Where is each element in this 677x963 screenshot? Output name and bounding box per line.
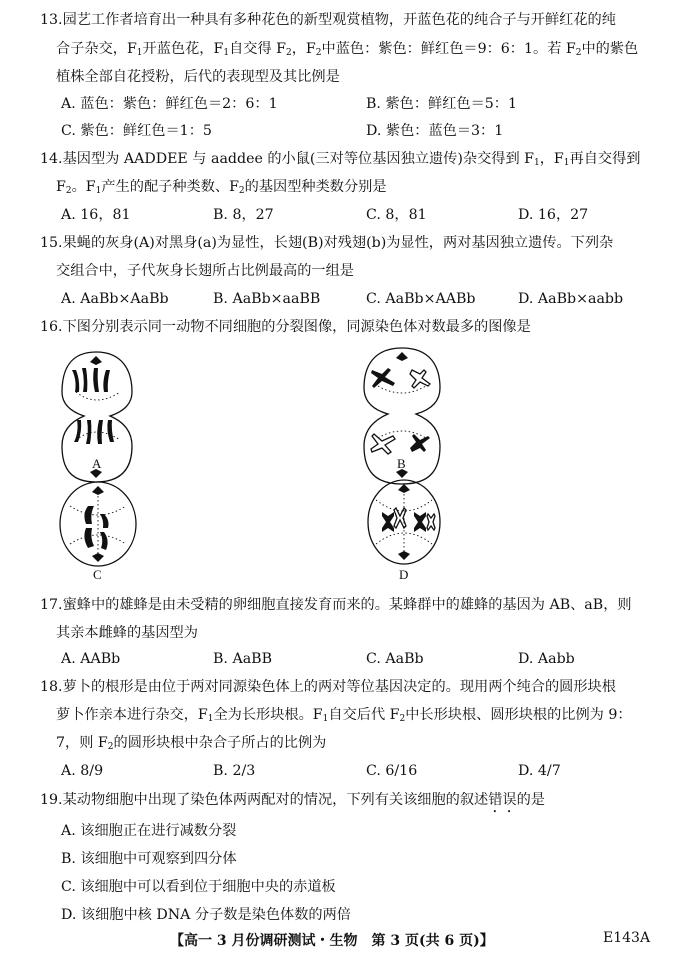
q17-stem-line-2: 其亲本雌蜂的基因型为 [56, 625, 198, 641]
q17-option-a[interactable]: A. AABb [61, 651, 121, 667]
q15-stem-line-1: 15.果蝇的灰身(A)对黑身(a)为显性，长翅(B)对残翅(b)为显性，两对基因独立遗传。下列杂 [40, 235, 614, 251]
q18-option-a[interactable]: A. 8/9 [61, 763, 104, 779]
q19-option-d[interactable]: D. 该细胞中核 DNA 分子数是染色体数的两倍 [61, 907, 351, 923]
q13-stem-line-2: 合子杂交，$F_1$开蓝色花，$F_1$自交得 $F_2$，$F_2$中蓝色：紫色：鲜红色＝9：6：1。若 $F_2$中的紫色 [56, 41, 639, 58]
q17-stem-line-1: 17.蜜蜂中的雄蜂是由未受精的卵细胞直接发育而来的。某蜂群中的雄蜂的基因为 AB、aB，则 [40, 597, 632, 613]
q18-option-c[interactable]: C. 6/16 [366, 763, 418, 779]
q14-stem-line-1: 14.基因型为 AADDEE 与 aaddee 的小鼠(三对等位基因独立遗传)杂交得到 $F_1$，$F_1$再自交得到 [40, 151, 641, 168]
q18-stem-line-1: 18.萝卜的根形是由位于两对同源染色体上的两对等位基因决定的。现用两个纯合的圆形块根 [40, 679, 616, 695]
figure-c-cell[interactable] [60, 482, 136, 566]
figure-b-label: B [397, 456, 406, 471]
paper-code: E143A [603, 930, 651, 946]
q15-option-a[interactable]: A. AaBb×AaBb [61, 291, 169, 307]
q19-emphasis-word: 错误 [488, 792, 517, 808]
q15-option-b[interactable]: B. AaBb×aaBB [213, 291, 321, 307]
q14-option-d[interactable]: D. 16，27 [518, 207, 589, 223]
figure-c-label: C [93, 567, 102, 582]
q18-option-d[interactable]: D. 4/7 [518, 763, 561, 779]
q18-stem-line-2: 萝卜作亲本进行杂交，$F_1$全为长形块根。$F_1$自交后代 $F_2$中长形块根、圆形块根的比例为 9： [56, 707, 632, 724]
figure-d-cell[interactable] [368, 480, 440, 564]
q15-option-c[interactable]: C. AaBb×AABb [366, 291, 476, 307]
q17-option-d[interactable]: D. Aabb [518, 651, 575, 667]
q13-option-b[interactable]: B. 紫色：鲜红色＝5：1 [366, 96, 517, 112]
q17-option-c[interactable]: C. AaBb [366, 651, 424, 667]
q19-stem: 19.某动物细胞中出现了染色体两两配对的情况，下列有关该细胞的叙述错误的是 [40, 792, 545, 808]
q14-option-b[interactable]: B. 8，27 [213, 207, 274, 223]
q17-option-b[interactable]: B. AaBB [213, 651, 273, 667]
figure-d-label: D [399, 567, 409, 582]
q13-option-a[interactable]: A. 蓝色：紫色：鲜红色＝2：6：1 [61, 96, 278, 112]
q13-stem-line-1: 13.园艺工作者培育出一种具有多种花色的新型观赏植物，开蓝色花的纯合子与开鲜红花的纯 [40, 12, 616, 28]
q14-option-a[interactable]: A. 16，81 [61, 207, 131, 223]
q13-stem-line-3: 植株全部自花授粉，后代的表现型及其比例是 [56, 69, 340, 85]
q15-stem-line-2: 交组合中，子代灰身长翅所占比例最高的一组是 [56, 263, 354, 279]
q18-stem-line-3: 7，则 $F_2$的圆形块根中杂合子所占的比例为 [56, 735, 327, 752]
q15-option-d[interactable]: D. AaBb×aabb [518, 291, 624, 307]
q19-option-b[interactable]: B. 该细胞中可观察到四分体 [61, 851, 237, 867]
q13-option-d[interactable]: D. 紫色：蓝色＝3：1 [366, 123, 504, 139]
figure-a-label: A [92, 456, 102, 471]
q14-stem-line-2: $F_2$。$F_1$产生的配子种类数、$F_2$的基因型种类数分别是 [56, 179, 387, 196]
q19-option-a[interactable]: A. 该细胞正在进行减数分裂 [61, 823, 237, 839]
q14-option-c[interactable]: C. 8，81 [366, 207, 427, 223]
q13-option-c[interactable]: C. 紫色：鲜红色＝1：5 [61, 123, 212, 139]
q18-option-b[interactable]: B. 2/3 [213, 763, 256, 779]
q19-option-c[interactable]: C. 该细胞中可以看到位于细胞中央的赤道板 [61, 879, 336, 895]
page-footer: 【高一 3 月份调研测试・生物 第 3 页(共 6 页)】 [170, 933, 494, 949]
q16-stem: 16.下图分别表示同一动物不同细胞的分裂图像，同源染色体对数最多的图像是 [40, 319, 531, 335]
